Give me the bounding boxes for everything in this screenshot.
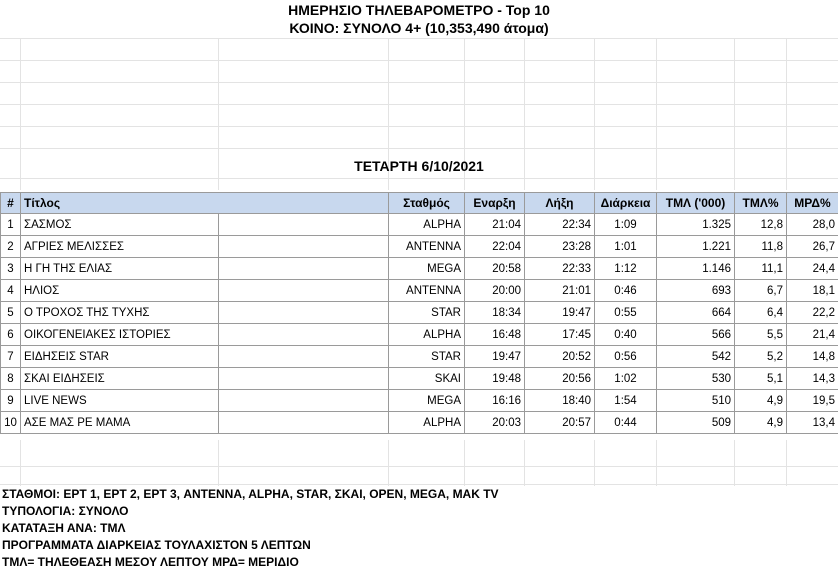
tml-pct-cell: 5,5: [735, 324, 787, 346]
title-cell: ΕΙΔΗΣΕΙΣ STAR: [21, 346, 219, 368]
start-cell: 21:04: [465, 214, 525, 236]
station-cell: STAR: [389, 346, 465, 368]
start-cell: 20:03: [465, 412, 525, 434]
table-row: [1, 390, 838, 412]
end-cell: 18:40: [525, 390, 595, 412]
station-cell: STAR: [389, 302, 465, 324]
rank-cell: 9: [1, 390, 21, 412]
share-cell: 19,5: [787, 390, 838, 412]
station-cell: ALPHA: [389, 412, 465, 434]
rank-cell: 2: [1, 236, 21, 258]
end-cell: 22:33: [525, 258, 595, 280]
share-cell: 14,8: [787, 346, 838, 368]
duration-cell: 1:54: [595, 390, 657, 412]
end-cell: 19:47: [525, 302, 595, 324]
start-cell: 22:04: [465, 236, 525, 258]
footer-note: ΣΤΑΘΜΟΙ: ΕΡΤ 1, ΕΡΤ 2, ΕΡΤ 3, ANTENNA, ALPHA, STAR, ΣΚΑΙ, OPEN, MEGA, MAK TV: [2, 487, 499, 501]
col-rank: #: [1, 193, 21, 214]
title-cell: Η ΓΗ ΤΗΣ ΕΛΙΑΣ: [21, 258, 219, 280]
blank-cell: [219, 368, 389, 390]
table-row: [1, 324, 838, 346]
table-row: [1, 368, 838, 390]
col-station: Σταθμός: [389, 193, 465, 214]
start-cell: 20:00: [465, 280, 525, 302]
tml-pct-cell: 11,1: [735, 258, 787, 280]
duration-cell: 0:56: [595, 346, 657, 368]
duration-cell: 0:40: [595, 324, 657, 346]
tml-pct-cell: 6,7: [735, 280, 787, 302]
share-cell: 22,2: [787, 302, 838, 324]
blank-cell: [219, 214, 389, 236]
station-cell: ALPHA: [389, 214, 465, 236]
tml-cell: 693: [657, 280, 735, 302]
title-cell: ΣΑΣΜΟΣ: [21, 214, 219, 236]
table-row: [1, 214, 838, 236]
tml-pct-cell: 12,8: [735, 214, 787, 236]
rank-cell: 3: [1, 258, 21, 280]
share-cell: 26,7: [787, 236, 838, 258]
table-header-row: [1, 193, 838, 214]
tml-pct-cell: 11,8: [735, 236, 787, 258]
blank-cell: [219, 258, 389, 280]
duration-cell: 1:01: [595, 236, 657, 258]
blank-cell: [219, 280, 389, 302]
rank-cell: 6: [1, 324, 21, 346]
table-body: [1, 214, 838, 434]
tml-pct-cell: 4,9: [735, 412, 787, 434]
duration-cell: 0:44: [595, 412, 657, 434]
share-cell: 21,4: [787, 324, 838, 346]
end-cell: 22:34: [525, 214, 595, 236]
title-cell: Ο ΤΡΟΧΟΣ ΤΗΣ ΤΥΧΗΣ: [21, 302, 219, 324]
station-cell: SKAI: [389, 368, 465, 390]
start-cell: 19:47: [465, 346, 525, 368]
share-cell: 13,4: [787, 412, 838, 434]
blank-cell: [219, 412, 389, 434]
audience-subtitle: ΚΟΙΝΟ: ΣΥΝΟΛΟ 4+ (10,353,490 άτομα): [289, 20, 549, 36]
blank-cell: [219, 302, 389, 324]
ratings-table: [0, 192, 838, 434]
share-cell: 28,0: [787, 214, 838, 236]
duration-cell: 1:09: [595, 214, 657, 236]
title-cell: ΗΛΙΟΣ: [21, 280, 219, 302]
tml-cell: 510: [657, 390, 735, 412]
end-cell: 20:56: [525, 368, 595, 390]
start-cell: 18:34: [465, 302, 525, 324]
footer-note: ΤΥΠΟΛΟΓΙΑ: ΣΥΝΟΛΟ: [2, 504, 129, 518]
tml-cell: 566: [657, 324, 735, 346]
table-row: [1, 236, 838, 258]
duration-cell: 0:46: [595, 280, 657, 302]
rank-cell: 5: [1, 302, 21, 324]
duration-cell: 0:55: [595, 302, 657, 324]
end-cell: 17:45: [525, 324, 595, 346]
tml-cell: 1.221: [657, 236, 735, 258]
rank-cell: 10: [1, 412, 21, 434]
blank-cell: [219, 346, 389, 368]
end-cell: 20:52: [525, 346, 595, 368]
footer-notes: [0, 486, 838, 571]
col-tml: ΤΜΛ ('000): [657, 193, 735, 214]
report-date: ΤΕΤΑΡΤΗ 6/10/2021: [354, 158, 484, 174]
tml-pct-cell: 4,9: [735, 390, 787, 412]
footer-note: ΠΡΟΓΡΑΜΜΑΤΑ ΔΙΑΡΚΕΙΑΣ ΤΟΥΛΑΧΙΣΤΟΝ 5 ΛΕΠΤΩΝ: [2, 538, 311, 552]
footer-note: ΚΑΤΑΤΑΞΗ ΑΝΑ: ΤΜΛ: [2, 521, 126, 535]
station-cell: ANTENNA: [389, 236, 465, 258]
rank-cell: 1: [1, 214, 21, 236]
station-cell: ANTENNA: [389, 280, 465, 302]
tml-cell: 530: [657, 368, 735, 390]
col-share: ΜΡΔ%: [787, 193, 838, 214]
share-cell: 24,4: [787, 258, 838, 280]
start-cell: 16:48: [465, 324, 525, 346]
title-cell: ΣΚΑΙ ΕΙΔΗΣΕΙΣ: [21, 368, 219, 390]
duration-cell: 1:12: [595, 258, 657, 280]
end-cell: 23:28: [525, 236, 595, 258]
start-cell: 20:58: [465, 258, 525, 280]
blank-cell: [219, 390, 389, 412]
tml-pct-cell: 5,1: [735, 368, 787, 390]
table-row: [1, 346, 838, 368]
table-row: [1, 258, 838, 280]
rank-cell: 7: [1, 346, 21, 368]
footer-note: ΤΜΛ= ΤΗΛΕΘΕΑΣΗ ΜΕΣΟΥ ΛΕΠΤΟΥ ΜΡΔ= ΜΕΡΙΔΙΟ: [2, 555, 299, 569]
rank-cell: 8: [1, 368, 21, 390]
tml-cell: 1.146: [657, 258, 735, 280]
title-cell: LIVE NEWS: [21, 390, 219, 412]
blank-cell: [219, 324, 389, 346]
share-cell: 14,3: [787, 368, 838, 390]
station-cell: MEGA: [389, 258, 465, 280]
col-tml-pct: ΤΜΛ%: [735, 193, 787, 214]
table-row: [1, 302, 838, 324]
duration-cell: 1:02: [595, 368, 657, 390]
col-end: Λήξη: [525, 193, 595, 214]
tml-pct-cell: 6,4: [735, 302, 787, 324]
title-cell: ΑΣΕ ΜΑΣ ΡΕ ΜΑΜΑ: [21, 412, 219, 434]
share-cell: 18,1: [787, 280, 838, 302]
tml-cell: 1.325: [657, 214, 735, 236]
start-cell: 19:48: [465, 368, 525, 390]
end-cell: 21:01: [525, 280, 595, 302]
blank-cell: [219, 236, 389, 258]
col-duration: Διάρκεια: [595, 193, 657, 214]
end-cell: 20:57: [525, 412, 595, 434]
col-title: Τίτλος: [21, 193, 389, 214]
start-cell: 16:16: [465, 390, 525, 412]
table-row: [1, 280, 838, 302]
station-cell: MEGA: [389, 390, 465, 412]
title-cell: ΑΓΡΙΕΣ ΜΕΛΙΣΣΕΣ: [21, 236, 219, 258]
table-row: [1, 412, 838, 434]
title-cell: ΟΙΚΟΓΕΝΕΙΑΚΕΣ ΙΣΤΟΡΙΕΣ: [21, 324, 219, 346]
tml-cell: 509: [657, 412, 735, 434]
tml-pct-cell: 5,2: [735, 346, 787, 368]
report-title: ΗΜΕΡΗΣΙΟ ΤΗΛΕΒΑΡΟΜΕΤΡΟ - Top 10: [288, 2, 550, 18]
rank-cell: 4: [1, 280, 21, 302]
tml-cell: 664: [657, 302, 735, 324]
tml-cell: 542: [657, 346, 735, 368]
station-cell: ALPHA: [389, 324, 465, 346]
col-start: Εναρξη: [465, 193, 525, 214]
